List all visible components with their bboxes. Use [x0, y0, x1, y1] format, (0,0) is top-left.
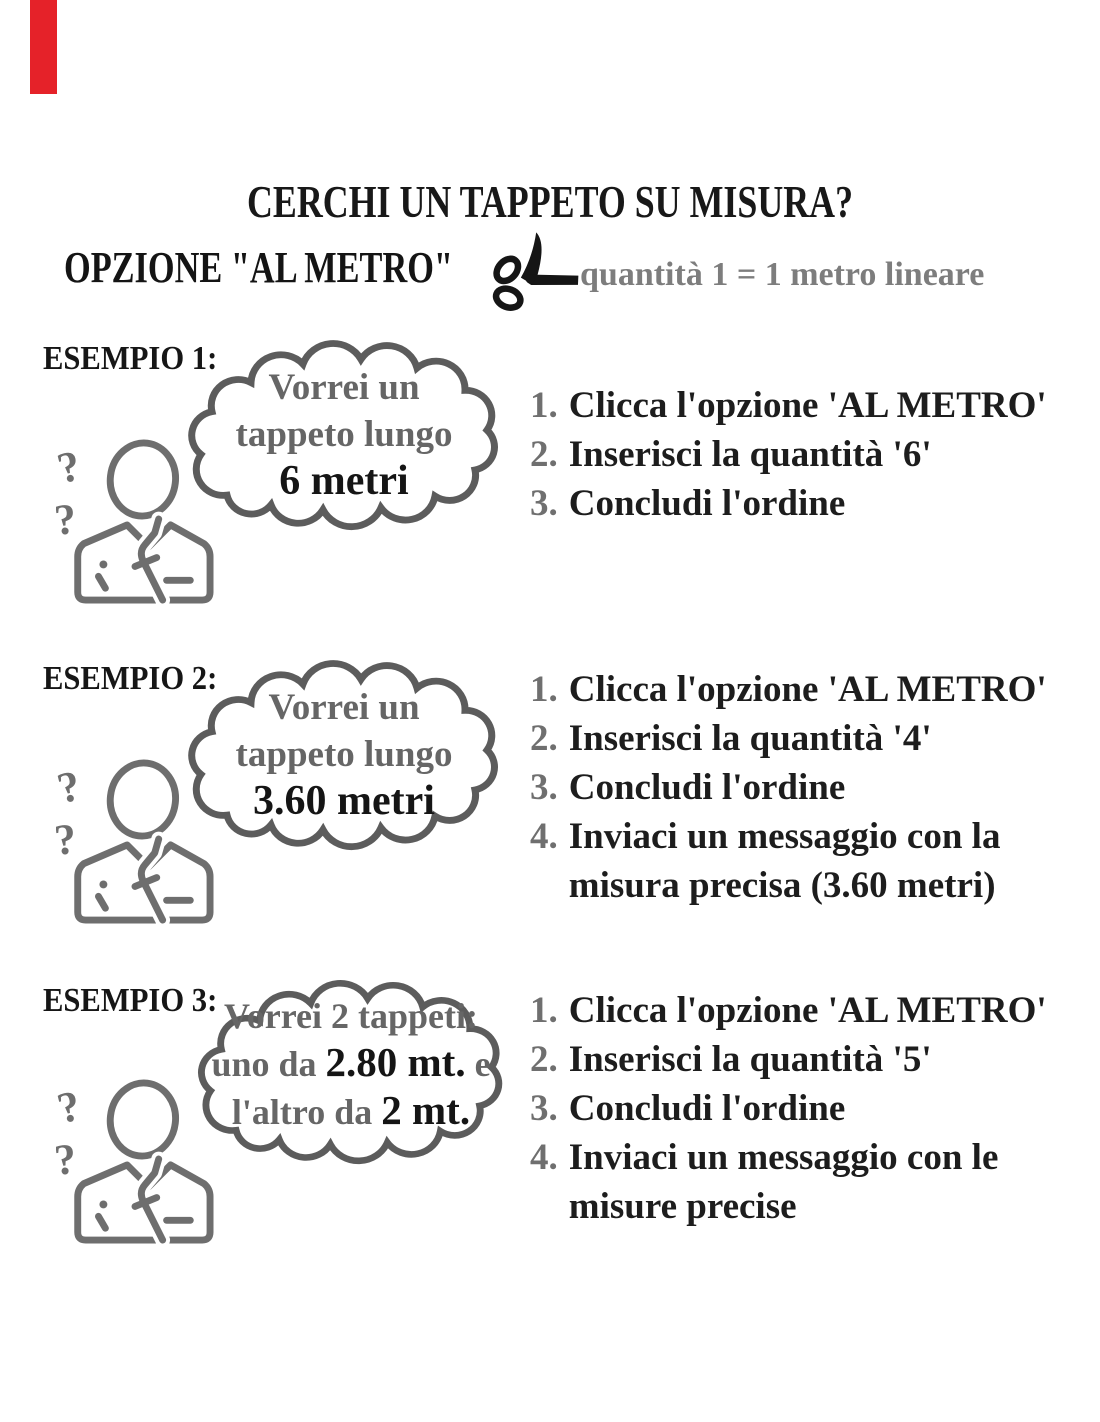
example-block-1: [0, 338, 1100, 660]
step-text: Clicca l'opzione 'AL METRO': [568, 990, 1047, 1031]
steps-list-1: [530, 381, 1078, 528]
step-item: [530, 714, 1078, 763]
step-item: [530, 986, 1078, 1035]
step-number: 2.: [530, 434, 558, 475]
bubble-line: Vorrei 2 tappeti:: [224, 996, 478, 1036]
step-item: [530, 763, 1078, 812]
bubble-line: Vorrei un: [268, 687, 420, 728]
bubble-highlight: 3.60 metri: [253, 778, 435, 824]
step-text: Inviaci un messaggio con la misura precisa (3.60 metri): [568, 816, 1001, 906]
step-number: 3.: [530, 767, 558, 808]
step-item: [530, 479, 1078, 528]
example-2-label: ESEMPIO 2:: [43, 660, 218, 697]
step-text: Inserisci la quantità '4': [568, 718, 932, 759]
bubble-highlight: 6 metri: [279, 458, 409, 504]
step-text: Inserisci la quantità '6': [568, 434, 932, 475]
step-text: Inviaci un messaggio con le misure precise: [568, 1137, 999, 1227]
step-item: [530, 665, 1078, 714]
bubble-highlight: 2 mt.: [381, 1087, 471, 1133]
step-number: 2.: [530, 1039, 558, 1080]
bubble-line: l'altro da 2 mt.: [231, 1087, 471, 1133]
example-block-3: [0, 978, 1100, 1300]
bubble-line: uno da 2.80 mt. e: [211, 1039, 491, 1085]
example-3-label: ESEMPIO 3:: [43, 982, 218, 1019]
step-text: Concludi l'ordine: [568, 767, 846, 808]
example-block-2: [0, 658, 1100, 980]
step-item: [530, 1084, 1078, 1133]
steps-list-2: [530, 665, 1078, 910]
thought-bubble-2: [176, 656, 512, 852]
red-ribbon-icon: [30, 0, 57, 94]
step-number: 3.: [530, 1088, 558, 1129]
step-item: [530, 381, 1078, 430]
example-1-label: ESEMPIO 1:: [43, 340, 218, 377]
quantity-note: quantità 1 = 1 metro lineare: [580, 256, 985, 293]
step-number: 3.: [530, 483, 558, 524]
step-text: Clicca l'opzione 'AL METRO': [568, 385, 1047, 426]
steps-list-3: [530, 986, 1078, 1231]
step-number: 2.: [530, 718, 558, 759]
step-text: Inserisci la quantità '5': [568, 1039, 932, 1080]
bubble-line: Vorrei un: [268, 367, 420, 408]
step-number: 1.: [530, 669, 558, 710]
step-text: Concludi l'ordine: [568, 1088, 846, 1129]
step-number: 1.: [530, 385, 558, 426]
thought-bubble-1: [176, 336, 512, 532]
scissors-icon: [490, 219, 582, 321]
bubble-highlight: 2.80 mt.: [325, 1039, 466, 1085]
step-item: [530, 1133, 1078, 1231]
step-number: 1.: [530, 990, 558, 1031]
step-number: 4.: [530, 816, 558, 857]
step-item: [530, 812, 1078, 910]
bubble-line: tappeto lungo: [235, 734, 453, 775]
step-number: 4.: [530, 1137, 558, 1178]
step-item: [530, 1035, 1078, 1084]
option-header: [0, 243, 1100, 333]
step-text: Concludi l'ordine: [568, 483, 846, 524]
thought-bubble-3: [186, 976, 516, 1166]
bubble-line: tappeto lungo: [235, 414, 453, 455]
option-label: OPZIONE "AL METRO": [64, 243, 453, 292]
page-title: CERCHI UN TAPPETO SU MISURA?: [246, 176, 854, 227]
step-item: [530, 430, 1078, 479]
step-text: Clicca l'opzione 'AL METRO': [568, 669, 1047, 710]
